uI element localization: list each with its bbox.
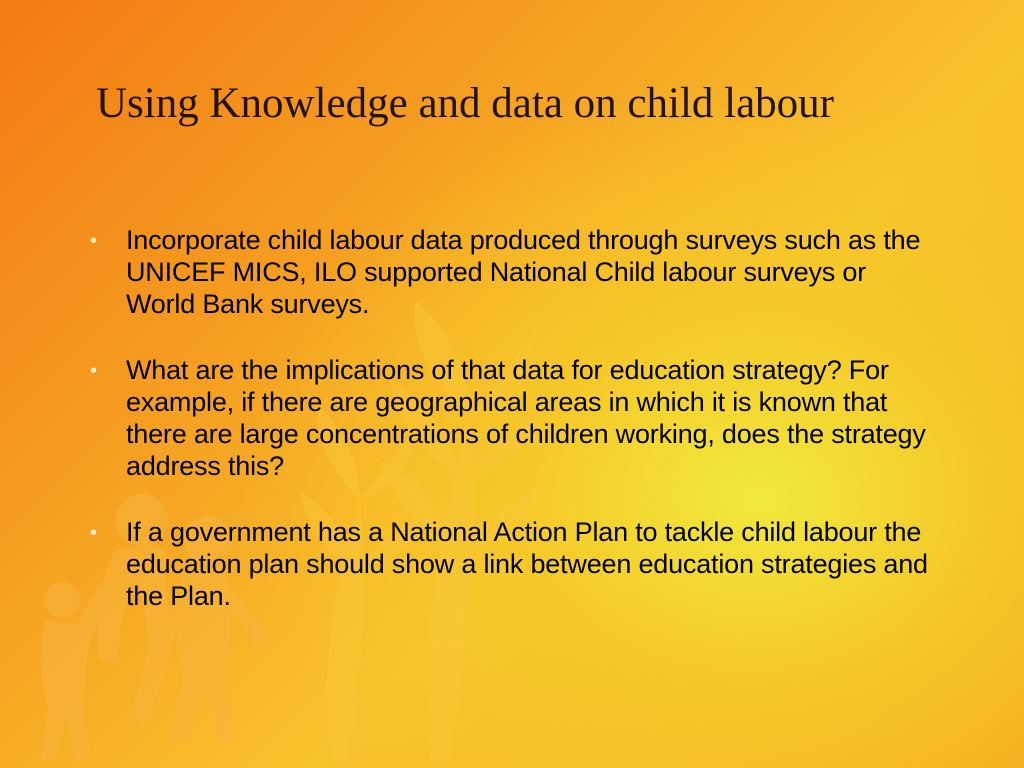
bullet-text: If a government has a National Action Plan to tackle child labour the education plan should show a link between education strategies and the Plan. <box>126 517 928 611</box>
bullet-dot-icon: • <box>90 360 98 382</box>
bullet-list <box>88 224 938 646</box>
bullet-text: What are the implications of that data for education strategy? For example, if there are geographical areas in which it is known that there are large concentrations of children working, does the strategy address this? <box>126 355 926 481</box>
slide-title: Using Knowledge and data on child labour <box>96 80 834 127</box>
bullet-item <box>88 224 938 320</box>
bullet-item <box>88 516 938 612</box>
bullet-dot-icon: • <box>90 522 98 544</box>
bullet-item <box>88 354 938 482</box>
bullet-dot-icon: • <box>90 230 98 252</box>
bullet-text: Incorporate child labour data produced through surveys such as the UNICEF MICS, ILO supported National Child labour surveys or World Bank surveys. <box>126 225 921 319</box>
